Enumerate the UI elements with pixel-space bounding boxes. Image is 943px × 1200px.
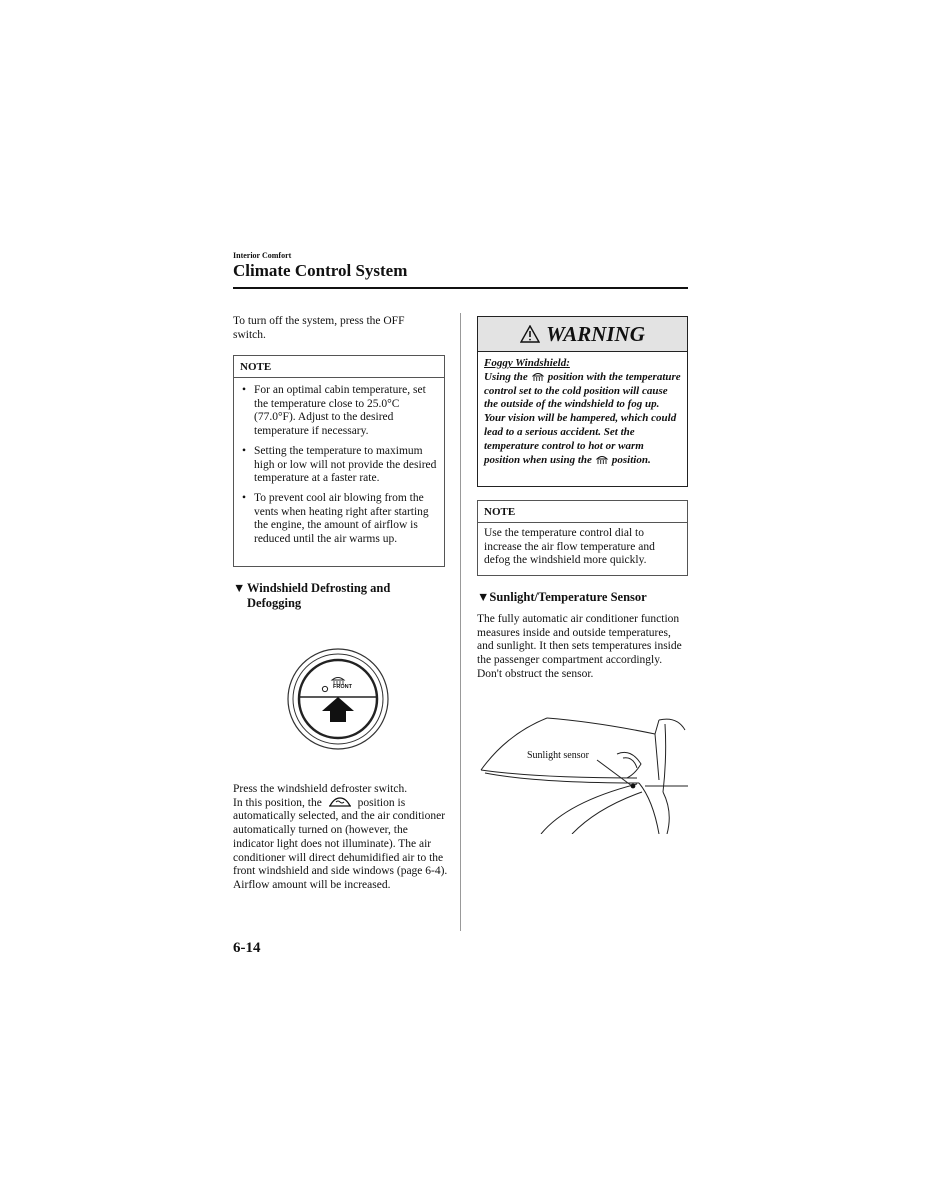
sensor-heading-text: Sunlight/Temperature Sensor (489, 590, 647, 604)
note-item: • To prevent cool air blowing from the vents when heating right after starting the engine, the amount of airflow is reduced until the air warms up. (240, 492, 438, 547)
warning-header (478, 317, 687, 352)
warning-subtitle: Foggy Windshield: (484, 357, 570, 369)
note-box (233, 355, 445, 567)
title-rule (233, 287, 688, 289)
warning-text: Using the (484, 370, 528, 383)
page-number: 6-14 (233, 940, 261, 956)
note-text: Use the temperature control dial to increase the air flow temperature and defog the windshield more quickly. (484, 527, 655, 567)
note-item: • Setting the temperature to maximum high or low will not provide the desired temperature at a faster rate. (240, 445, 438, 486)
warning-text: position with the temperature control set to the cold position will cause the outside of the windshield to fog up. Your vision will be hampered, which could lead to a serious accident. Set the temperature control to hot or warm position when using the (484, 370, 681, 466)
section-label: Interior Comfort (233, 251, 292, 260)
note-list (240, 384, 438, 547)
warning-text: position. (611, 453, 651, 466)
triangle-down-icon: ▼ (233, 581, 246, 595)
warning-title: WARNING (546, 321, 645, 346)
switch-front-label: FRONT (333, 684, 352, 690)
front-defrost-icon (595, 454, 609, 465)
front-defrost-mode-icon (328, 797, 352, 808)
note-heading: NOTE (478, 501, 687, 523)
triangle-down-icon: ▼ (477, 590, 490, 604)
paragraph-text: In this position, the (233, 796, 322, 809)
paragraph-text: position is (357, 796, 406, 809)
front-defrost-icon (531, 371, 545, 382)
defrost-paragraph (233, 783, 448, 893)
page-title: Climate Control System (233, 261, 408, 280)
paragraph-text: automatically selected, and the air conditioner automatically turned on (however, the indicator light does not illuminate). The air conditioner will direct dehumidified air to the front windshield and side windows (page 6-4). Airflow amount will be increased. (233, 810, 448, 891)
note-box (477, 500, 688, 576)
note-item: • For an optimal cabin temperature, set the temperature close to 25.0°C (77.0°F). Adjust to the desired temperature if necessary. (240, 384, 438, 439)
paragraph-line: Press the windshield defroster switch. (233, 783, 408, 795)
note-heading: NOTE (234, 356, 444, 378)
paragraph-line-with-icon (233, 797, 448, 811)
sunlight-sensor-label: Sunlight sensor (527, 750, 589, 761)
defrost-heading (233, 581, 433, 611)
warning-triangle-icon (520, 325, 540, 343)
sensor-paragraph: The fully automatic air conditioner function measures inside and outside temperatures, and sunlight. It then sets temperatures inside the passenger compartment accordingly. Don't obstruct the sensor. (477, 613, 682, 680)
warning-box (477, 316, 688, 487)
defrost-heading-text: Windshield Defrosting and Defogging (247, 581, 391, 610)
defroster-switch-illustration (286, 647, 390, 751)
intro-text: To turn off the system, press the OFF switch. (233, 315, 405, 341)
warning-body (478, 352, 687, 473)
sunlight-sensor-illustration (477, 712, 688, 834)
column-divider (460, 313, 461, 931)
sensor-heading (477, 590, 688, 605)
